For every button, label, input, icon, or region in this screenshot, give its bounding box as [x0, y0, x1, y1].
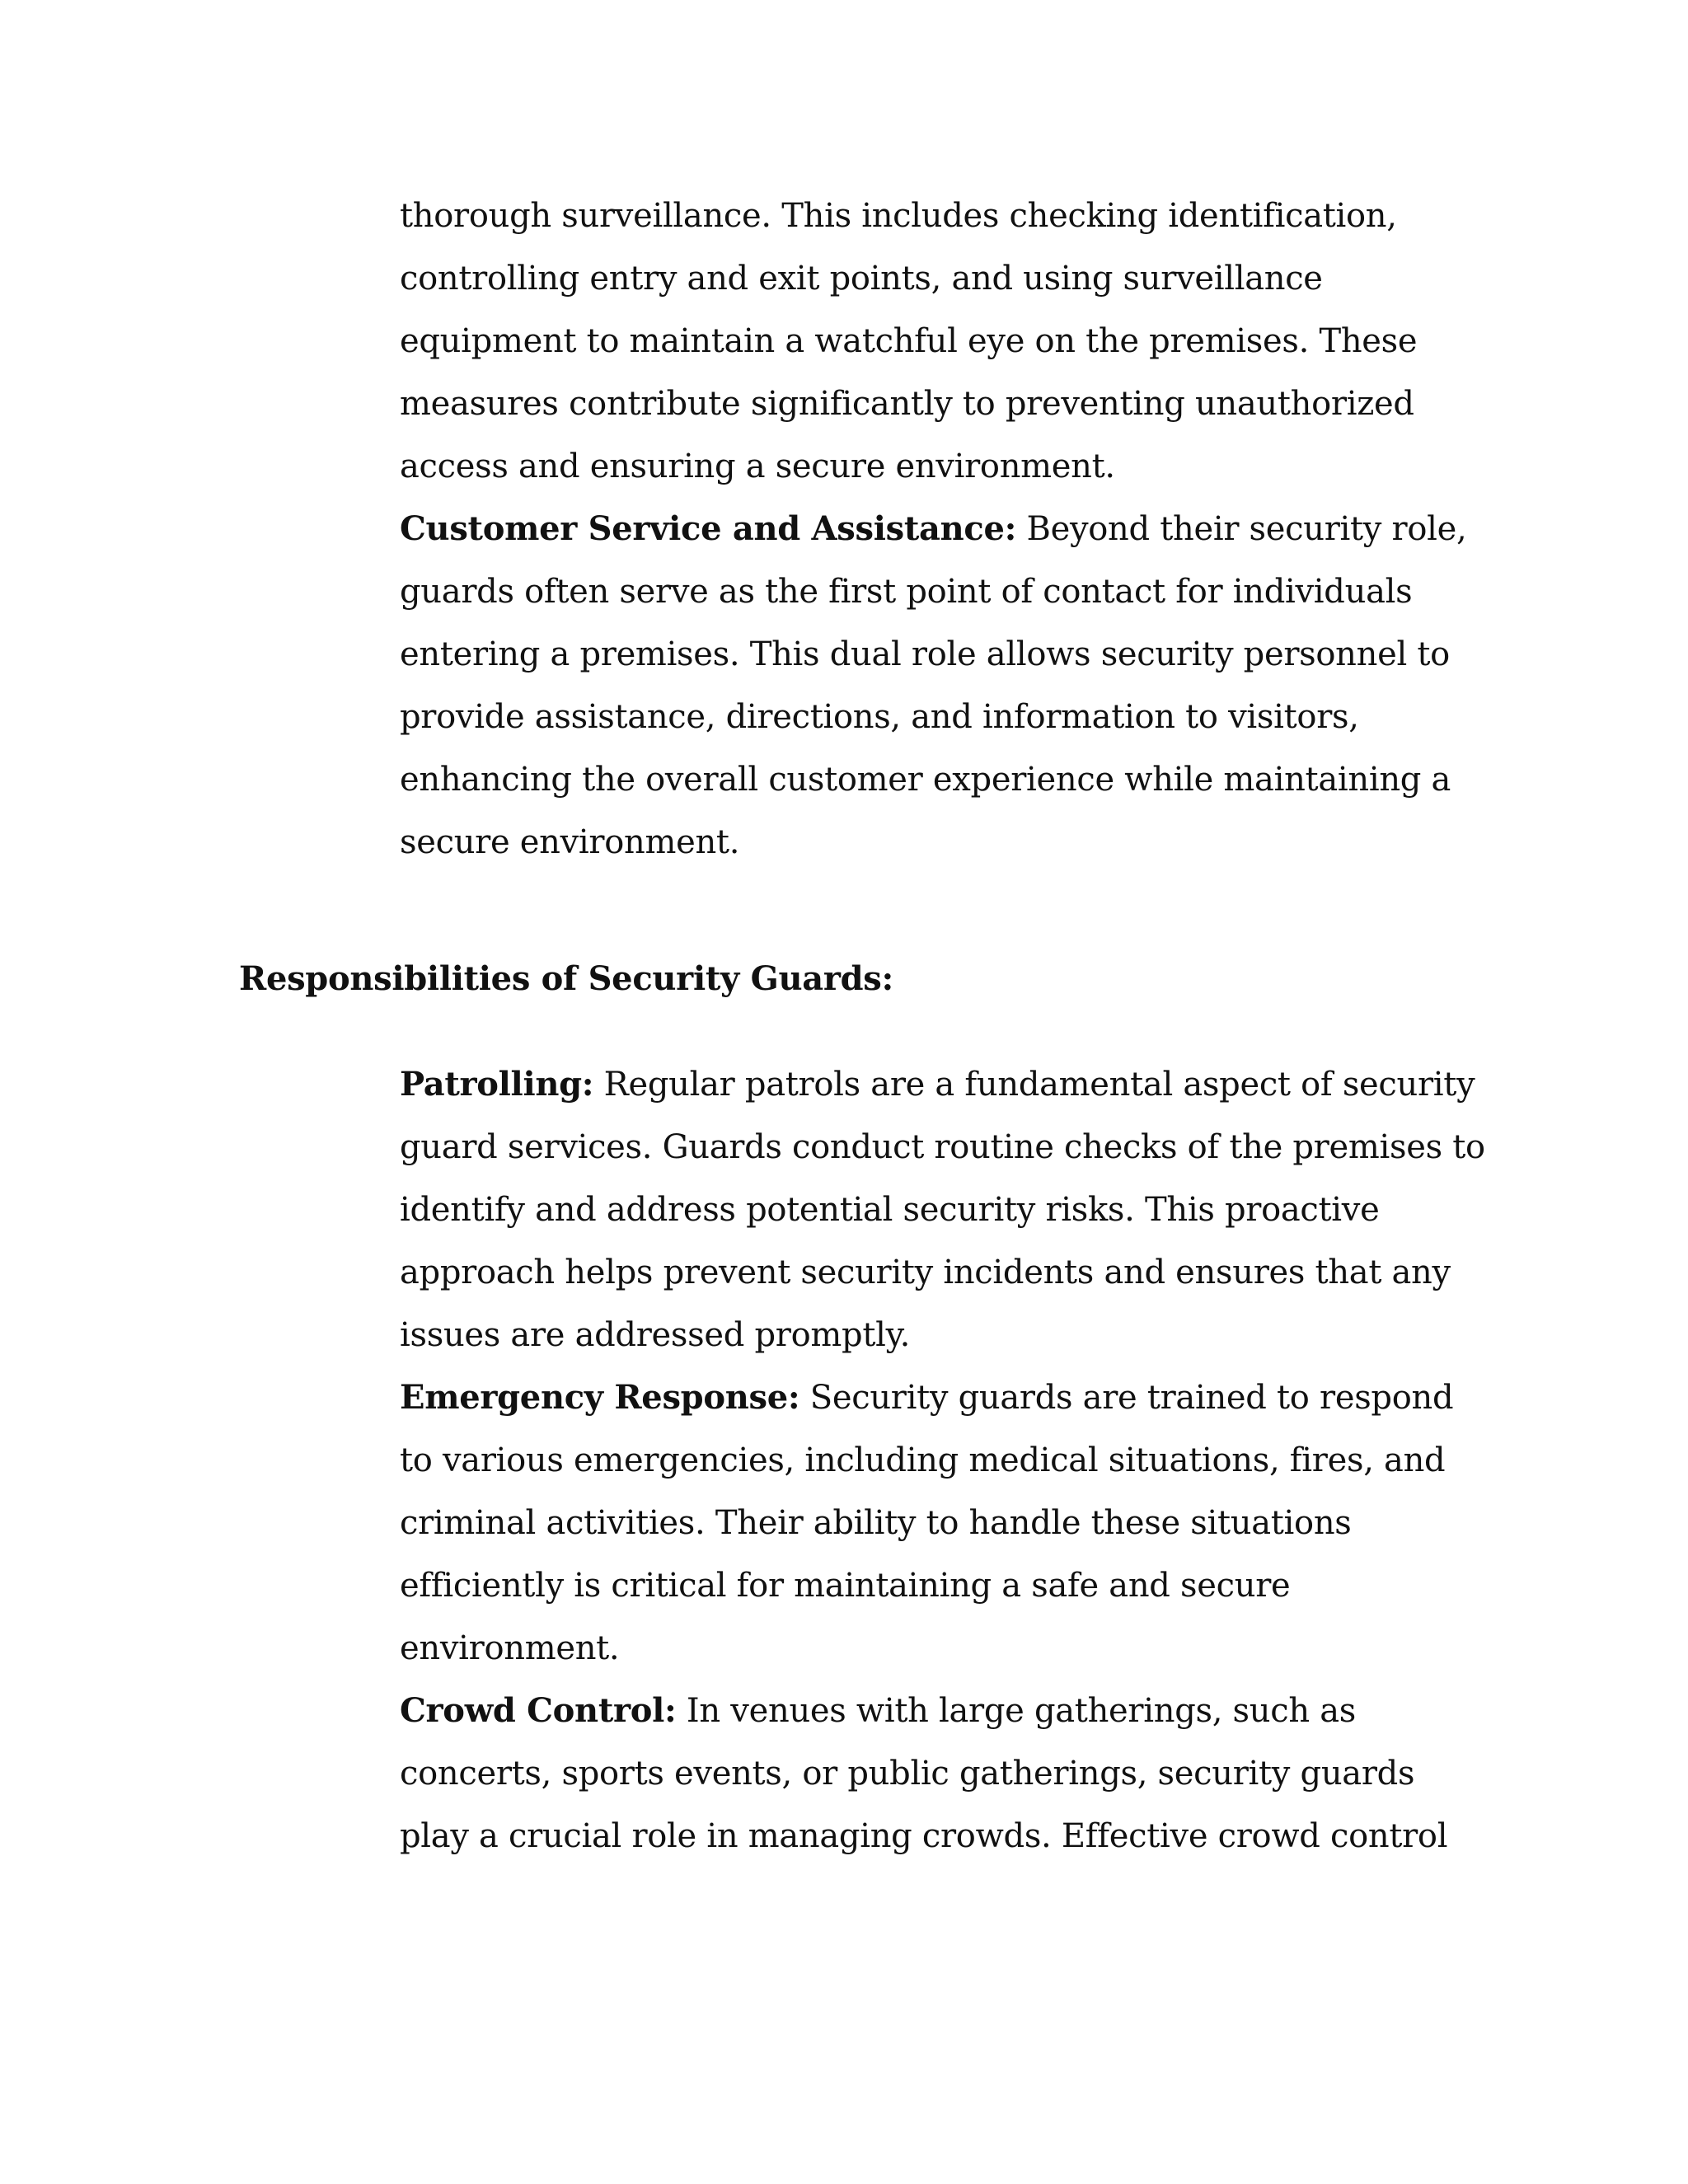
patrolling-paragraph	[400, 1053, 1488, 1366]
emergency-response-heading: Emergency Response:	[400, 1378, 800, 1417]
patrolling-heading: Patrolling:	[400, 1065, 594, 1104]
crowd-control-paragraph	[400, 1680, 1488, 1868]
emergency-response-text: Security guards are trained to respond to various emergencies, including medical situations, fires, and criminal activities. Their ability to handle these situations efficiently is critical for maintaining a safe and secure environment.	[400, 1379, 1454, 1667]
section-heading: Responsibilities of Security Guards:	[239, 959, 893, 998]
customer-service-paragraph	[400, 498, 1488, 874]
customer-service-heading: Customer Service and Assistance:	[400, 509, 1017, 548]
intro-paragraph: thorough surveillance. This includes checking identification, controlling entry and exit points, and using surveillance equipment to maintain a watchful eye on the premises. These measures contribute significantly to preventing unauthorized access and ensuring a secure environment.	[400, 197, 1418, 485]
crowd-control-heading: Crowd Control:	[400, 1691, 677, 1730]
customer-service-text: Beyond their security role, guards often serve as the first point of contact for individuals entering a premises. This dual role allows security personnel to provide assistance, directions, and information to visitors, enhancing the overall customer experience while maintaining a secure environment.	[400, 510, 1467, 861]
emergency-response-paragraph	[400, 1366, 1488, 1680]
indented-text-block-top	[400, 185, 1488, 874]
patrolling-text: Regular patrols are a fundamental aspect of security guard services. Guards conduct routine checks of the premises to identify and address potential security risks. This proactive approach helps prevent security incidents and ensures that any issues are addressed promptly.	[400, 1066, 1485, 1354]
crowd-control-text: In venues with large gatherings, such as concerts, sports events, or public gatherings, security guards play a crucial role in managing crowds. Effective crowd control	[400, 1692, 1448, 1855]
indented-text-block-bottom	[400, 1053, 1488, 1868]
